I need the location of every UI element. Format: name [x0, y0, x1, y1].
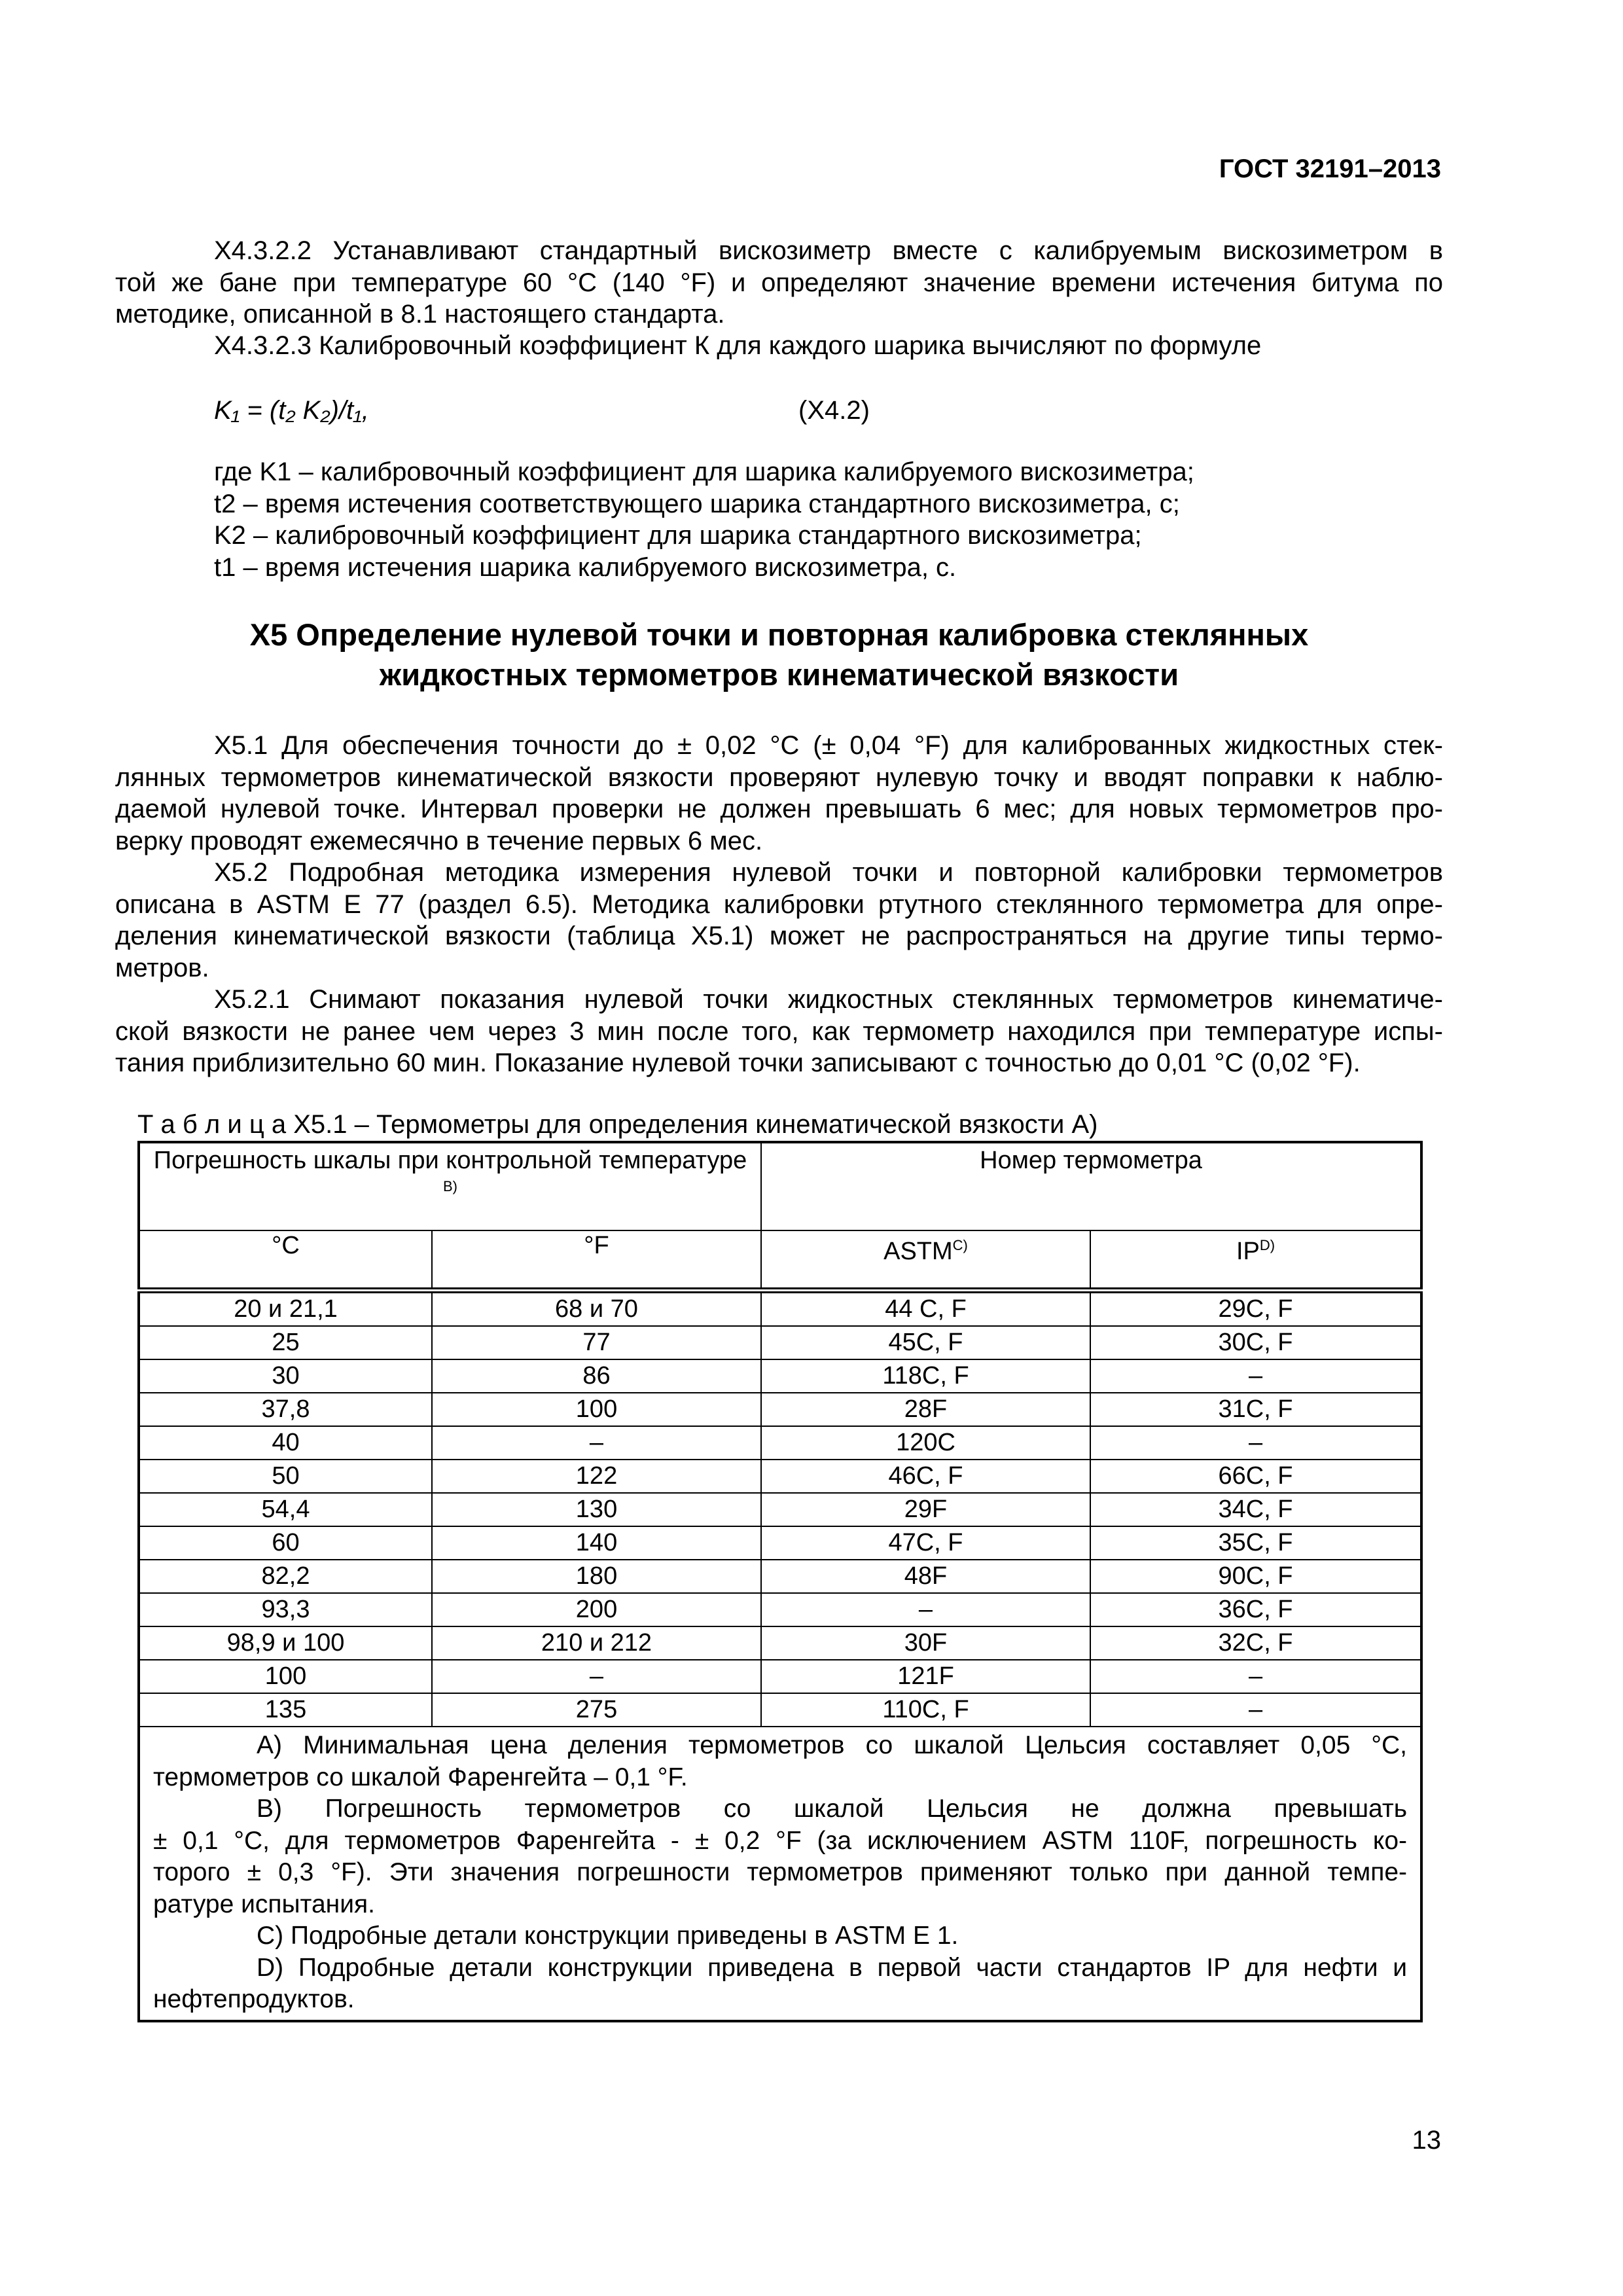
footnote-c: [153, 1920, 1407, 1952]
cell-ip: 30C, F: [1090, 1326, 1421, 1359]
paragraph-x4323: [115, 330, 1443, 362]
cell-ip: –: [1090, 1359, 1421, 1393]
cell-ip: 90C, F: [1090, 1560, 1421, 1593]
cell-ip: 66C, F: [1090, 1460, 1421, 1493]
cell-fahrenheit: 180: [432, 1560, 761, 1593]
cell-celsius: 37,8: [139, 1393, 432, 1426]
thermometers-table: [137, 1141, 1423, 2022]
cell-astm: 46C, F: [761, 1460, 1090, 1493]
table-row: [139, 1326, 1421, 1359]
cell-fahrenheit: –: [432, 1660, 761, 1693]
cell-fahrenheit: 210 и 212: [432, 1626, 761, 1660]
cell-ip: 36C, F: [1090, 1593, 1421, 1626]
text-line: метров.: [115, 953, 209, 982]
cell-astm: 121F: [761, 1660, 1090, 1693]
col-header-ip: $IP^{D)}$: [1090, 1230, 1421, 1291]
footnote-ref: D): [1259, 1237, 1275, 1253]
footnote-d: [153, 1952, 1407, 2016]
cell-astm: –: [761, 1593, 1090, 1626]
text-line: X5.1 Для обеспечения точности до ± 0,02 °C (± 0,04 °F) для калиброванных жидкостных стек-: [214, 731, 1443, 760]
page-number: 13: [1412, 2126, 1441, 2155]
text-line: X4.3.2.3 Калибровочный коэффициент К для каждого шарика вычисляют по формуле: [214, 331, 1262, 360]
cell-astm: 44 C, F: [761, 1291, 1090, 1327]
text-line: X4.3.2.2 Устанавливают стандартный вискозиметр вместе с калибруемым вискозиметром в: [214, 236, 1443, 265]
cell-fahrenheit: 275: [432, 1693, 761, 1727]
table-row: [139, 1426, 1421, 1460]
cell-fahrenheit: 77: [432, 1326, 761, 1359]
text-line: X5.2.1 Снимают показания нулевой точки жидкостных стеклянных термометров кинематиче-: [214, 985, 1443, 1014]
table-row: [139, 1660, 1421, 1693]
col-header-fahrenheit: °F: [432, 1230, 761, 1291]
footnote-ref: C): [952, 1237, 968, 1253]
table-row: [139, 1291, 1421, 1327]
cell-astm: 120C: [761, 1426, 1090, 1460]
text-line: описана в ASTM E 77 (раздел 6.5). Методика калибровки ртутного стеклянного термометра для опре-: [115, 889, 1443, 919]
table-subheader-row: [139, 1230, 1421, 1291]
text-line: термометров со шкалой Фаренгейта – 0,1 °F.: [153, 1763, 688, 1791]
cell-ip: 32C, F: [1090, 1626, 1421, 1660]
text-line: лянных термометров кинематической вязкости проверяют нулевую точку и вводят поправки к наблю-: [115, 762, 1443, 792]
cell-fahrenheit: 68 и 70: [432, 1291, 761, 1327]
table-header-row: [139, 1142, 1421, 1230]
col-header-celsius: °C: [139, 1230, 432, 1291]
cell-celsius: 50: [139, 1460, 432, 1493]
table-footnotes: [139, 1727, 1421, 2021]
cell-celsius: 25: [139, 1326, 432, 1359]
footnote-b: [153, 1793, 1407, 1920]
text-line: где K1 – калибровочный коэффициент для шарика калибруемого вискозиметра;: [214, 457, 1194, 486]
table-row: [139, 1593, 1421, 1626]
paragraph-x51: [115, 730, 1443, 857]
footnote-a: [153, 1730, 1407, 1793]
cell-celsius: 54,4: [139, 1493, 432, 1526]
heading-line: X5 Определение нулевой точки и повторная калибровка стеклянных: [249, 617, 1309, 652]
text-line: той же бане при температуре 60 °C (140 °F) и определяют значение времени истечения битума по: [115, 268, 1443, 297]
cell-astm: 45C, F: [761, 1326, 1090, 1359]
footnote-ref: B): [443, 1178, 457, 1194]
cell-celsius: 135: [139, 1693, 432, 1727]
table-row: [139, 1526, 1421, 1560]
header-scale-error: [139, 1142, 761, 1230]
cell-astm: 47C, F: [761, 1526, 1090, 1560]
table-caption: Т а б л и ц а X5.1 – Термометры для определения кинематической вязкости A): [137, 1110, 1098, 1139]
document-code: ГОСТ 32191–2013: [1219, 154, 1441, 183]
text-line: t1 – время истечения шарика калибруемого вискозиметра, с.: [214, 552, 957, 582]
cell-celsius: 20 и 21,1: [139, 1291, 432, 1327]
cell-astm: 118C, F: [761, 1359, 1090, 1393]
cell-celsius: 93,3: [139, 1593, 432, 1626]
paragraph-x52: [115, 857, 1443, 984]
text-line: K2 – калибровочный коэффициент для шарика стандартного вискозиметра;: [214, 521, 1142, 550]
cell-fahrenheit: 122: [432, 1460, 761, 1493]
cell-fahrenheit: 200: [432, 1593, 761, 1626]
cell-ip: 34C, F: [1090, 1493, 1421, 1526]
cell-fahrenheit: 140: [432, 1526, 761, 1560]
cell-ip: –: [1090, 1693, 1421, 1727]
cell-astm: 110C, F: [761, 1693, 1090, 1727]
text-line: деления кинематической вязкости (таблица X5.1) может не распространяться на другие типы термо-: [115, 922, 1443, 950]
header-thermometer-number: Номер термометра: [761, 1142, 1421, 1230]
text-line: ской вязкости не ранее чем через 3 мин после того, как термометр находился при температуре испы-: [115, 1016, 1443, 1046]
text-line: ратуре испытания.: [153, 1890, 375, 1918]
formula: K₁ = (t₂ K₂)/t₁,: [214, 396, 369, 425]
col-header-astm: $ASTM^{C)}$: [761, 1230, 1090, 1291]
text-line: D) Подробные детали конструкции приведена в первой части стандартов IP для нефти и: [257, 1953, 1408, 1982]
cell-ip: –: [1090, 1660, 1421, 1693]
text-line: методике, описанной в 8.1 настоящего стандарта.: [115, 300, 725, 329]
cell-celsius: 100: [139, 1660, 432, 1693]
cell-ip: –: [1090, 1426, 1421, 1460]
cell-celsius: 40: [139, 1426, 432, 1460]
cell-astm: 28F: [761, 1393, 1090, 1426]
text-line: верку проводят ежемесячно в течение первых 6 мес.: [115, 826, 763, 855]
text-line: A) Минимальная цена деления термометров со шкалой Цельсия составляет 0,05 °C,: [257, 1731, 1408, 1759]
cell-fahrenheit: 100: [432, 1393, 761, 1426]
text-line: тания приблизительно 60 мин. Показание нулевой точки записывают с точностью до 0,01 °C (0,02 °F).: [115, 1049, 1361, 1077]
cell-ip: 35C, F: [1090, 1526, 1421, 1560]
text-line: C) Подробные детали конструкции приведены в ASTM E 1.: [257, 1922, 959, 1950]
paragraph-x4322: [115, 235, 1443, 331]
formula-number: (X4.2): [798, 396, 870, 425]
heading-line: жидкостных термометров кинематической вязкости: [379, 657, 1179, 692]
text-line: B) Погрешность термометров со шкалой Цельсия не должна превышать: [257, 1795, 1408, 1823]
cell-ip: 31C, F: [1090, 1393, 1421, 1426]
table-row: [139, 1560, 1421, 1593]
table-row: [139, 1693, 1421, 1727]
cell-celsius: 98,9 и 100: [139, 1626, 432, 1660]
cell-celsius: 60: [139, 1526, 432, 1560]
cell-astm: 30F: [761, 1626, 1090, 1660]
cell-celsius: 30: [139, 1359, 432, 1393]
text-line: нефтепродуктов.: [153, 1985, 355, 2013]
text-line: t2 – время истечения соответствующего шарика стандартного вискозиметра, с;: [214, 489, 1180, 518]
section-heading-x5: [115, 615, 1443, 694]
cell-ip: 29C, F: [1090, 1291, 1421, 1327]
table-row: [139, 1460, 1421, 1493]
table-row: [139, 1359, 1421, 1393]
paragraph-x521: [115, 984, 1443, 1079]
formula-legend: [214, 456, 1194, 583]
cell-fahrenheit: 86: [432, 1359, 761, 1393]
cell-fahrenheit: 130: [432, 1493, 761, 1526]
table-notes-row: [139, 1727, 1421, 2021]
cell-astm: 29F: [761, 1493, 1090, 1526]
table-row: [139, 1626, 1421, 1660]
cell-celsius: 82,2: [139, 1560, 432, 1593]
table-row: [139, 1393, 1421, 1426]
text-line: ± 0,1 °C, для термометров Фаренгейта - ± 0,2 °F (за исключением ASTM 110F, погрешность ко-: [153, 1826, 1408, 1855]
header-label: Погрешность шкалы при контрольной температуре: [153, 1147, 747, 1174]
text-line: X5.2 Подробная методика измерения нулевой точки и повторной калибровки термометров: [214, 858, 1443, 887]
table-row: [139, 1493, 1421, 1526]
text-line: торого ± 0,3 °F). Эти значения погрешности термометров применяют только при данной темпе-: [153, 1858, 1408, 1886]
text-line: даемой нулевой точке. Интервал проверки не должен превышать 6 мес; для новых термометров про-: [115, 795, 1443, 823]
cell-astm: 48F: [761, 1560, 1090, 1593]
cell-fahrenheit: –: [432, 1426, 761, 1460]
